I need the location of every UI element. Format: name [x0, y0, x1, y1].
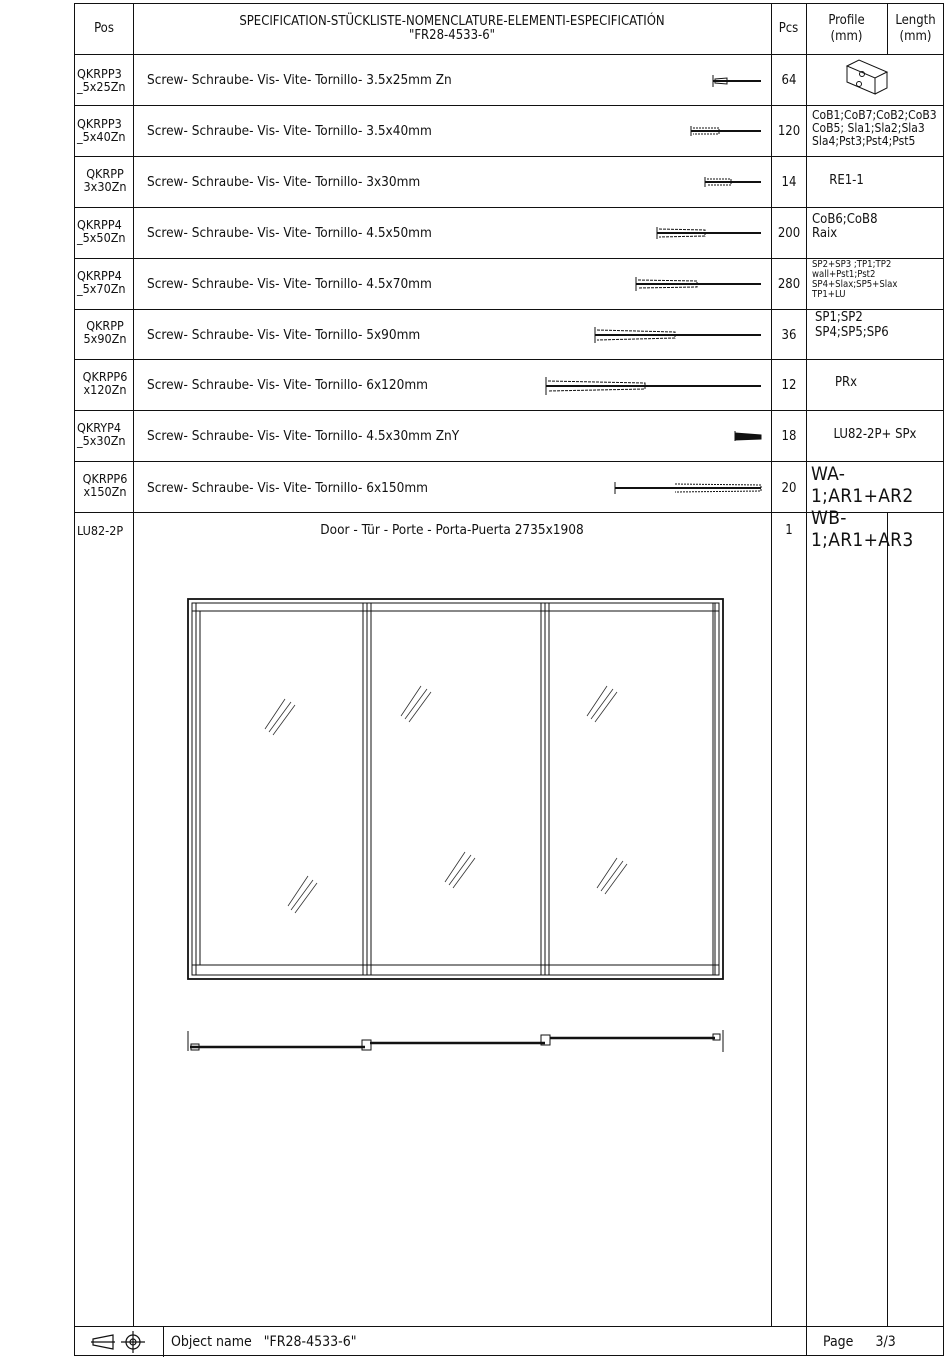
table-row-pcs: 14 [781, 175, 797, 190]
table-row-desc: Screw- Schraube- Vis- Vite- Tornillo- 6x150mm [147, 480, 428, 496]
title-line-1: SPECIFICATION-STÜCKLISTE-NOMENCLATURE-ELEMENTI-ESPECIFICATIÓN [239, 14, 665, 30]
table-row-pos: QKRPP4 _5x50Zn [77, 217, 126, 246]
profile-header-label: Profile [828, 13, 865, 29]
door-row-pcs: 1 [785, 523, 793, 538]
door-row-pos: LU82-2P [77, 523, 124, 538]
page-value: 3/3 [875, 1334, 896, 1350]
table-row-profile: SP1;SP2 SP4;SP5;SP6 [815, 310, 889, 340]
table-row-pcs: 120 [777, 124, 801, 139]
table-row-pos: QKRPP6 x120Zn [82, 369, 128, 398]
profile-header-unit: (mm) [830, 29, 863, 44]
table-row-pcs: 64 [781, 73, 797, 88]
table-row-desc: Screw- Schraube- Vis- Vite- Tornillo- 3x30mm [147, 174, 421, 190]
table-row-desc: Screw- Schraube- Vis- Vite- Tornillo- 5x90mm [147, 327, 421, 343]
pos-header: Pos [94, 21, 114, 37]
table-row-pcs: 36 [781, 328, 797, 343]
table-row-pos: QKRYP4 _5x30Zn [77, 420, 126, 449]
table-row-profile: SP2+SP3 ;TP1;TP2 wall+Pst1;Pst2 SP4+Slax;SP5+Slax TP1+LU [812, 259, 898, 300]
table-row-profile: RE1-1 [829, 173, 864, 188]
title-line-2: "FR28-4533-6" [408, 28, 496, 43]
door-row-desc: Door - Tür - Porte - Porta-Puerta 2735x1908 [320, 522, 584, 538]
table-row-pos: QKRPP 5x90Zn [83, 318, 127, 347]
projection-symbol-icon [91, 1331, 151, 1353]
table-row-pcs: 280 [777, 277, 801, 292]
object-name-line [171, 1334, 357, 1350]
specification-sheet [74, 3, 944, 1356]
table-row-desc: Screw- Schraube- Vis- Vite- Tornillo- 4.5x30mm ZnY [147, 428, 460, 444]
table-row-profile: LU82-2P+ SPx [833, 427, 917, 442]
table-row-pos: QKRPP 3x30Zn [83, 166, 127, 195]
table-row-desc: Screw- Schraube- Vis- Vite- Tornillo- 4.5x70mm [147, 276, 432, 292]
table-row-desc: Screw- Schraube- Vis- Vite- Tornillo- 6x120mm [147, 377, 428, 393]
table-row-desc: Screw- Schraube- Vis- Vite- Tornillo- 3.5x40mm [147, 123, 432, 139]
table-row-desc: Screw- Schraube- Vis- Vite- Tornillo- 3.5x25mm Zn [147, 72, 452, 88]
door-plan-view [188, 1030, 723, 1052]
table-row-pcs: 18 [781, 429, 797, 444]
table-row-pcs: 12 [781, 378, 797, 393]
table-row-profile: PRx [835, 375, 858, 390]
table-row-profile: CoB6;CoB8 Raix [812, 212, 878, 242]
table-row-pcs: 20 [781, 481, 797, 496]
table-row-pcs: 200 [777, 226, 801, 241]
door-drawing [75, 4, 945, 1357]
table-row-profile: WA-1;AR1+AR2 WB-1;AR1+AR3 [811, 463, 914, 551]
page-indicator [823, 1334, 896, 1350]
object-name-value: "FR28-4533-6" [263, 1334, 357, 1350]
table-row-pos: QKRPP4 _5x70Zn [77, 268, 126, 297]
length-header-unit: (mm) [899, 29, 932, 44]
length-header-label: Length [895, 13, 936, 29]
glass-reflection-marks [265, 686, 627, 913]
pcs-header: Pcs [778, 21, 799, 37]
page-label: Page [823, 1334, 854, 1350]
object-name-label: Object name [171, 1334, 252, 1350]
table-row-pos: QKRPP3 _5x40Zn [77, 116, 126, 145]
table-row-pos: QKRPP6 x150Zn [82, 471, 128, 500]
table-row-pos: QKRPP3 _5x25Zn [77, 66, 126, 95]
table-row-profile: CoB1;CoB7;CoB2;CoB3 CoB5; Sla1;Sla2;Sla3 Sla4;Pst3;Pst4;Pst5 [812, 108, 937, 148]
table-row-desc: Screw- Schraube- Vis- Vite- Tornillo- 4.5x50mm [147, 225, 432, 241]
